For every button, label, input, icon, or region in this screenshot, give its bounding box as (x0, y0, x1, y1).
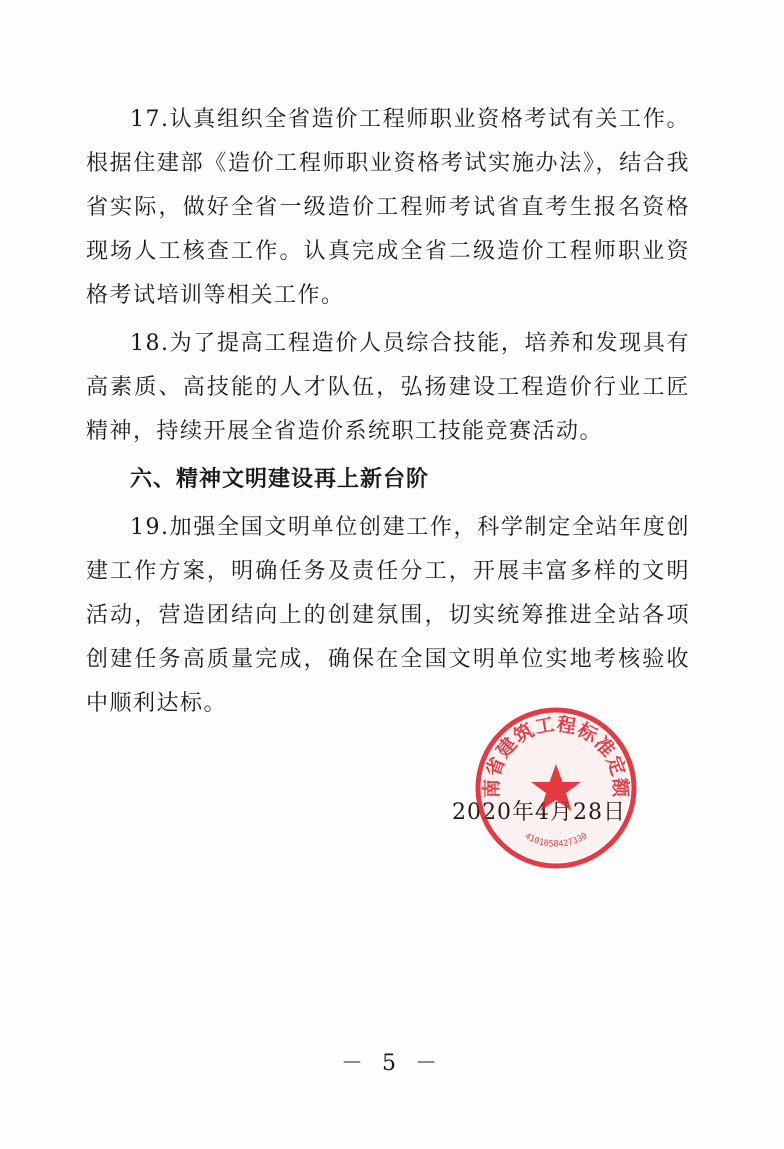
paragraph-17: 17.认真组织全省造价工程师职业资格考试有关工作。根据住建部《造价工程师职业资格考试实施办法》，结合我省实际，做好全省一级造价工程师考试省直考生报名资格现场人工核查工作。认真完成全省二级造价工程师职业资格考试培训等相关工作。 (86, 107, 690, 308)
document-body (86, 98, 690, 730)
page-number: － 5 － (341, 1051, 443, 1076)
section-heading-6: 六、精神文明建设再上新台阶 (130, 467, 430, 492)
seal-code: 4101058427330 (522, 831, 590, 850)
paragraph-18: 18.为了提高工程造价人员综合技能，培养和发现具有高素质、高技能的人才队伍，弘扬建设工程造价行业工匠精神，持续开展全省造价系统职工技能竞赛活动。 (86, 331, 690, 444)
official-seal (474, 706, 638, 870)
paragraph-19: 19.加强全国文明单位创建工作，科学制定全站年度创建工作方案，明确任务及责任分工，开展丰富多样的文明活动，营造团结向上的创建氛围，切实统筹推进全站各项创建任务高质量完成，确保在全国文明单位实地考核验收中顺利达标。 (86, 515, 690, 716)
seal-arc-text: 南省建筑工程标准定额 (480, 713, 632, 799)
document-date: 2020年4月28日 (452, 800, 626, 825)
